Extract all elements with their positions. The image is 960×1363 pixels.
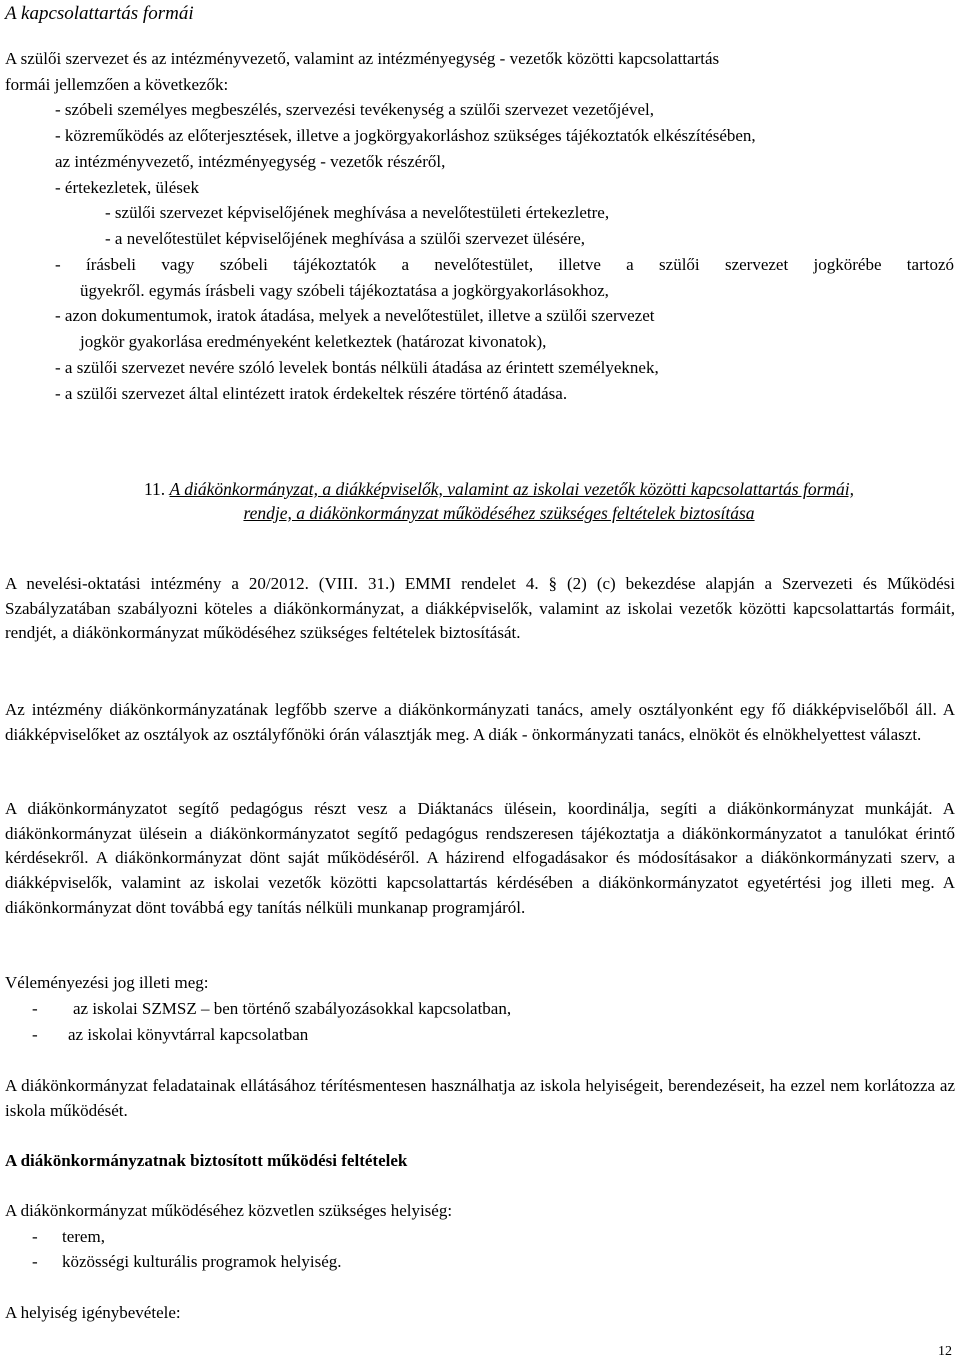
list-dash: -: [32, 1025, 38, 1044]
list-item: - szülői szervezet képviselőjének meghívása a nevelőtestületi értekezletre,: [105, 203, 610, 222]
list-dash: -: [32, 999, 38, 1018]
list-item: az intézményvezető, intézményegység - vezetők részéről,: [55, 152, 446, 171]
bold-heading: A diákönkormányzatnak biztosított működési feltételek: [5, 1151, 408, 1170]
list-dash: -: [32, 1227, 38, 1246]
list-item: - értekezletek, ülések: [55, 178, 199, 197]
paragraph: A nevelési-oktatási intézmény a 20/2012. (VIII. 31.) EMMI rendelet 4. § (2) (c) bekezdése alapján a Szervezeti és Működési Szabályzatában szabályozni köteles a diákönkormányzat, a diákképviselők, valamint az iskolai vezetők közötti kapcsolattartás formáit, rendjét, a diákönkormányzat működéséhez szükséges feltételek biztosítását.: [5, 574, 955, 643]
opinion-label: Véleményezési jog illeti meg:: [5, 973, 209, 992]
usage-label: A helyiség igénybevétele:: [5, 1303, 181, 1322]
list-item: - közreműködés az előterjesztések, illetve a jogkörgyakorláshoz szükséges tájékoztatók elkészítésében,: [55, 126, 756, 145]
list-item: jogkör gyakorlása eredményeként keletkeztek (határozat kivonatok),: [80, 332, 547, 351]
section-title-line-2: rendje, a diákönkormányzat működéséhez szükséges feltételek biztosítása: [243, 503, 755, 523]
list-item: - a nevelőtestület képviselőjének meghívása a szülői szervezet ülésére,: [105, 229, 586, 248]
intro-line-2: formái jellemzően a következők:: [5, 75, 229, 94]
list-item: terem,: [62, 1227, 105, 1246]
list-dash: -: [32, 1252, 38, 1271]
list-item: az iskolai könyvtárral kapcsolatban: [68, 1025, 309, 1044]
paragraph: Az intézmény diákönkormányzatának legfőbb szerve a diákönkormányzati tanács, amely osztályonként egy fő diákképviselőből áll. A diákképviselőket az osztályok az osztályfőnöki órán választják meg. A diák - önkormányzati tanács, elnököt és elnökhelyettest választ.: [5, 700, 955, 744]
list-item: - a szülői szervezet nevére szóló levelek bontás nélküli átadása az érintett személyeknek,: [55, 358, 659, 377]
list-item: közösségi kulturális programok helyiség.: [62, 1252, 342, 1271]
list-item: az iskolai SZMSZ – ben történő szabályozásokkal kapcsolatban,: [73, 999, 512, 1018]
page-number: 12: [938, 1344, 952, 1359]
list-item: ügyekről. egymás írásbeli vagy szóbeli tájékoztatása a jogkörgyakorlásokhoz,: [80, 281, 609, 300]
rooms-label: A diákönkormányzat működéséhez közvetlen szükséges helyiség:: [5, 1201, 453, 1220]
paragraph: A diákönkormányzat feladatainak ellátásához térítésmentesen használhatja az iskola helyiségeit, berendezéseit, ha ezzel nem korlátozza az iskola működését.: [5, 1076, 955, 1120]
list-item: - szóbeli személyes megbeszélés, szervezési tevékenység a szülői szervezet vezetőjével,: [55, 100, 654, 119]
intro-line-1: A szülői szervezet és az intézményvezető, valamint az intézményegység - vezetők közötti kapcsolattartás: [5, 49, 720, 68]
section-11-title: [54, 477, 944, 525]
section-title-line-1: A diákönkormányzat, a diákképviselők, valamint az iskolai vezetők közötti kapcsolattartás formái,: [169, 479, 855, 499]
section-heading: A kapcsolattartás formái: [5, 3, 194, 24]
section-number: 11.: [143, 479, 166, 499]
paragraph: A diákönkormányzatot segítő pedagógus részt vesz a Diáktanács ülésein, koordinálja, segíti a diákönkormányzat munkáját. A diákönkormányzat ülésein a diákönkormányzatot segítő pedagógus rendszeresen tájékoztatja a diákönkormányzatot a tanulókat érintő kérdésekről. A diákönkormányzat dönt saját működéséről. A házirend elfogadásakor és módosításakor a diákönkormányzati szerv, a diákképviselők, valamint az iskolai vezetők közötti kapcsolattartás kérdésében a diákönkormányzatot egyetértési jog illeti meg. A diákönkormányzat dönt továbbá egy tanítás nélküli munkanap programjáról.: [5, 799, 955, 917]
list-item: - írásbeli vagy szóbeli tájékoztatók a nevelőtestület, illetve a szülői szervezet jogkörébe tartozó: [55, 255, 954, 274]
list-item: - a szülői szervezet által elintézett iratok érdekeltek részére történő átadása.: [55, 384, 568, 403]
list-item: - azon dokumentumok, iratok átadása, melyek a nevelőtestület, illetve a szülői szervezet: [55, 306, 655, 325]
